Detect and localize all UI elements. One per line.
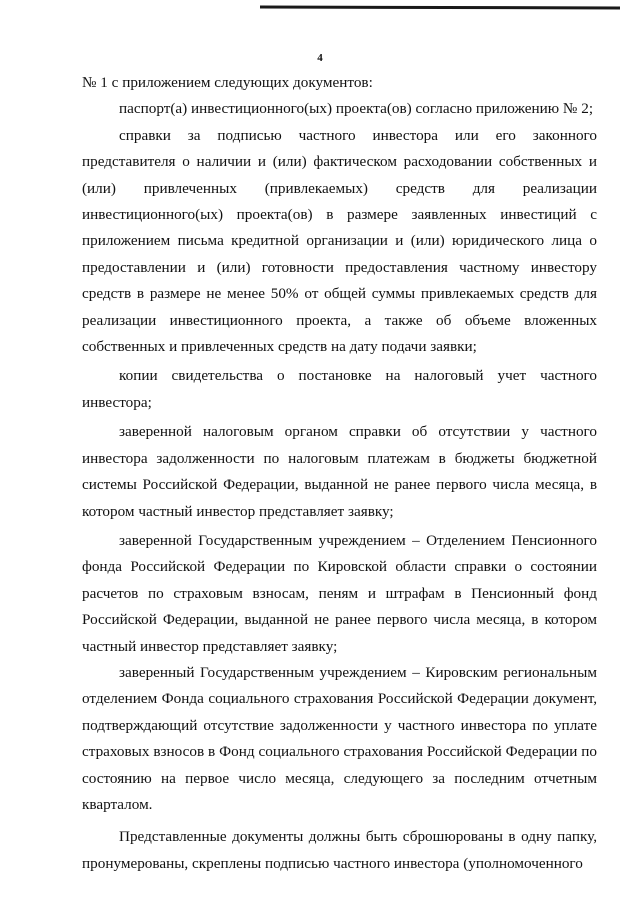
paragraph-tax-registration: копии свидетельства о постановке на налоговый учет частного инвестора; [82, 367, 597, 411]
paragraph-binding: Представленные документы должны быть сброшюрованы в одну папку, пронумерованы, скреплены подписью частного инвестора (уполномоченного [82, 828, 597, 872]
paragraph-passport: паспорт(а) инвестиционного(ых) проекта(ов) согласно приложению № 2; [119, 100, 594, 118]
paragraph-intro: № 1 с приложением следующих документов: [82, 74, 373, 91]
paragraph-certificates: справки за подписью частного инвестора или его законного представителя о наличии и (или) фактическом расходовании собственных и (или) привлеченных (привлекаемых) средств для реализации инвестиционного(ых) проекта(ов) в размере заявленных инвестиций с приложением письма кредитной организации и (или) юридического лица о предоставлении и (или) готовности предоставления частному инвестору средств в размере не менее 50% от общей суммы привлекаемых средств для реализации инвестиционного проекта, а также об объеме вложенных собственных и привлеченных средств на дату подачи заявки; [82, 126, 597, 356]
top-rule [260, 6, 620, 10]
document-body [82, 70, 597, 877]
paragraph-social-insurance: заверенный Государственным учреждением – Кировским региональным отделением Фонда социального страхования Российской Федерации документ, подтверждающий отсутствие задолженности у частного инвестора по уплате страховых взносов в Фонд социального страхования Российской Федерации по состоянию на первое число месяца, следующего за последним отчетным кварталом. [82, 663, 597, 813]
paragraph-tax-debt: заверенной налоговым органом справки об отсутствии у частного инвестора задолженности по налоговым платежам в бюджеты бюджетной системы Российской Федерации, выданной не ранее первого числа месяца, в котором частный инвестор представляет заявку; [82, 423, 597, 520]
page-number: 4 [317, 52, 323, 64]
paragraph-pension-fund: заверенной Государственным учреждением – Отделением Пенсионного фонда Российской Федерации по Кировской области справки о состоянии расчетов по страховым взносам, пеням и штрафам в Пенсионный фонд Российской Федерации, выданной не ранее первого числа месяца, в котором частный инвестор представляет заявку; [82, 531, 597, 655]
